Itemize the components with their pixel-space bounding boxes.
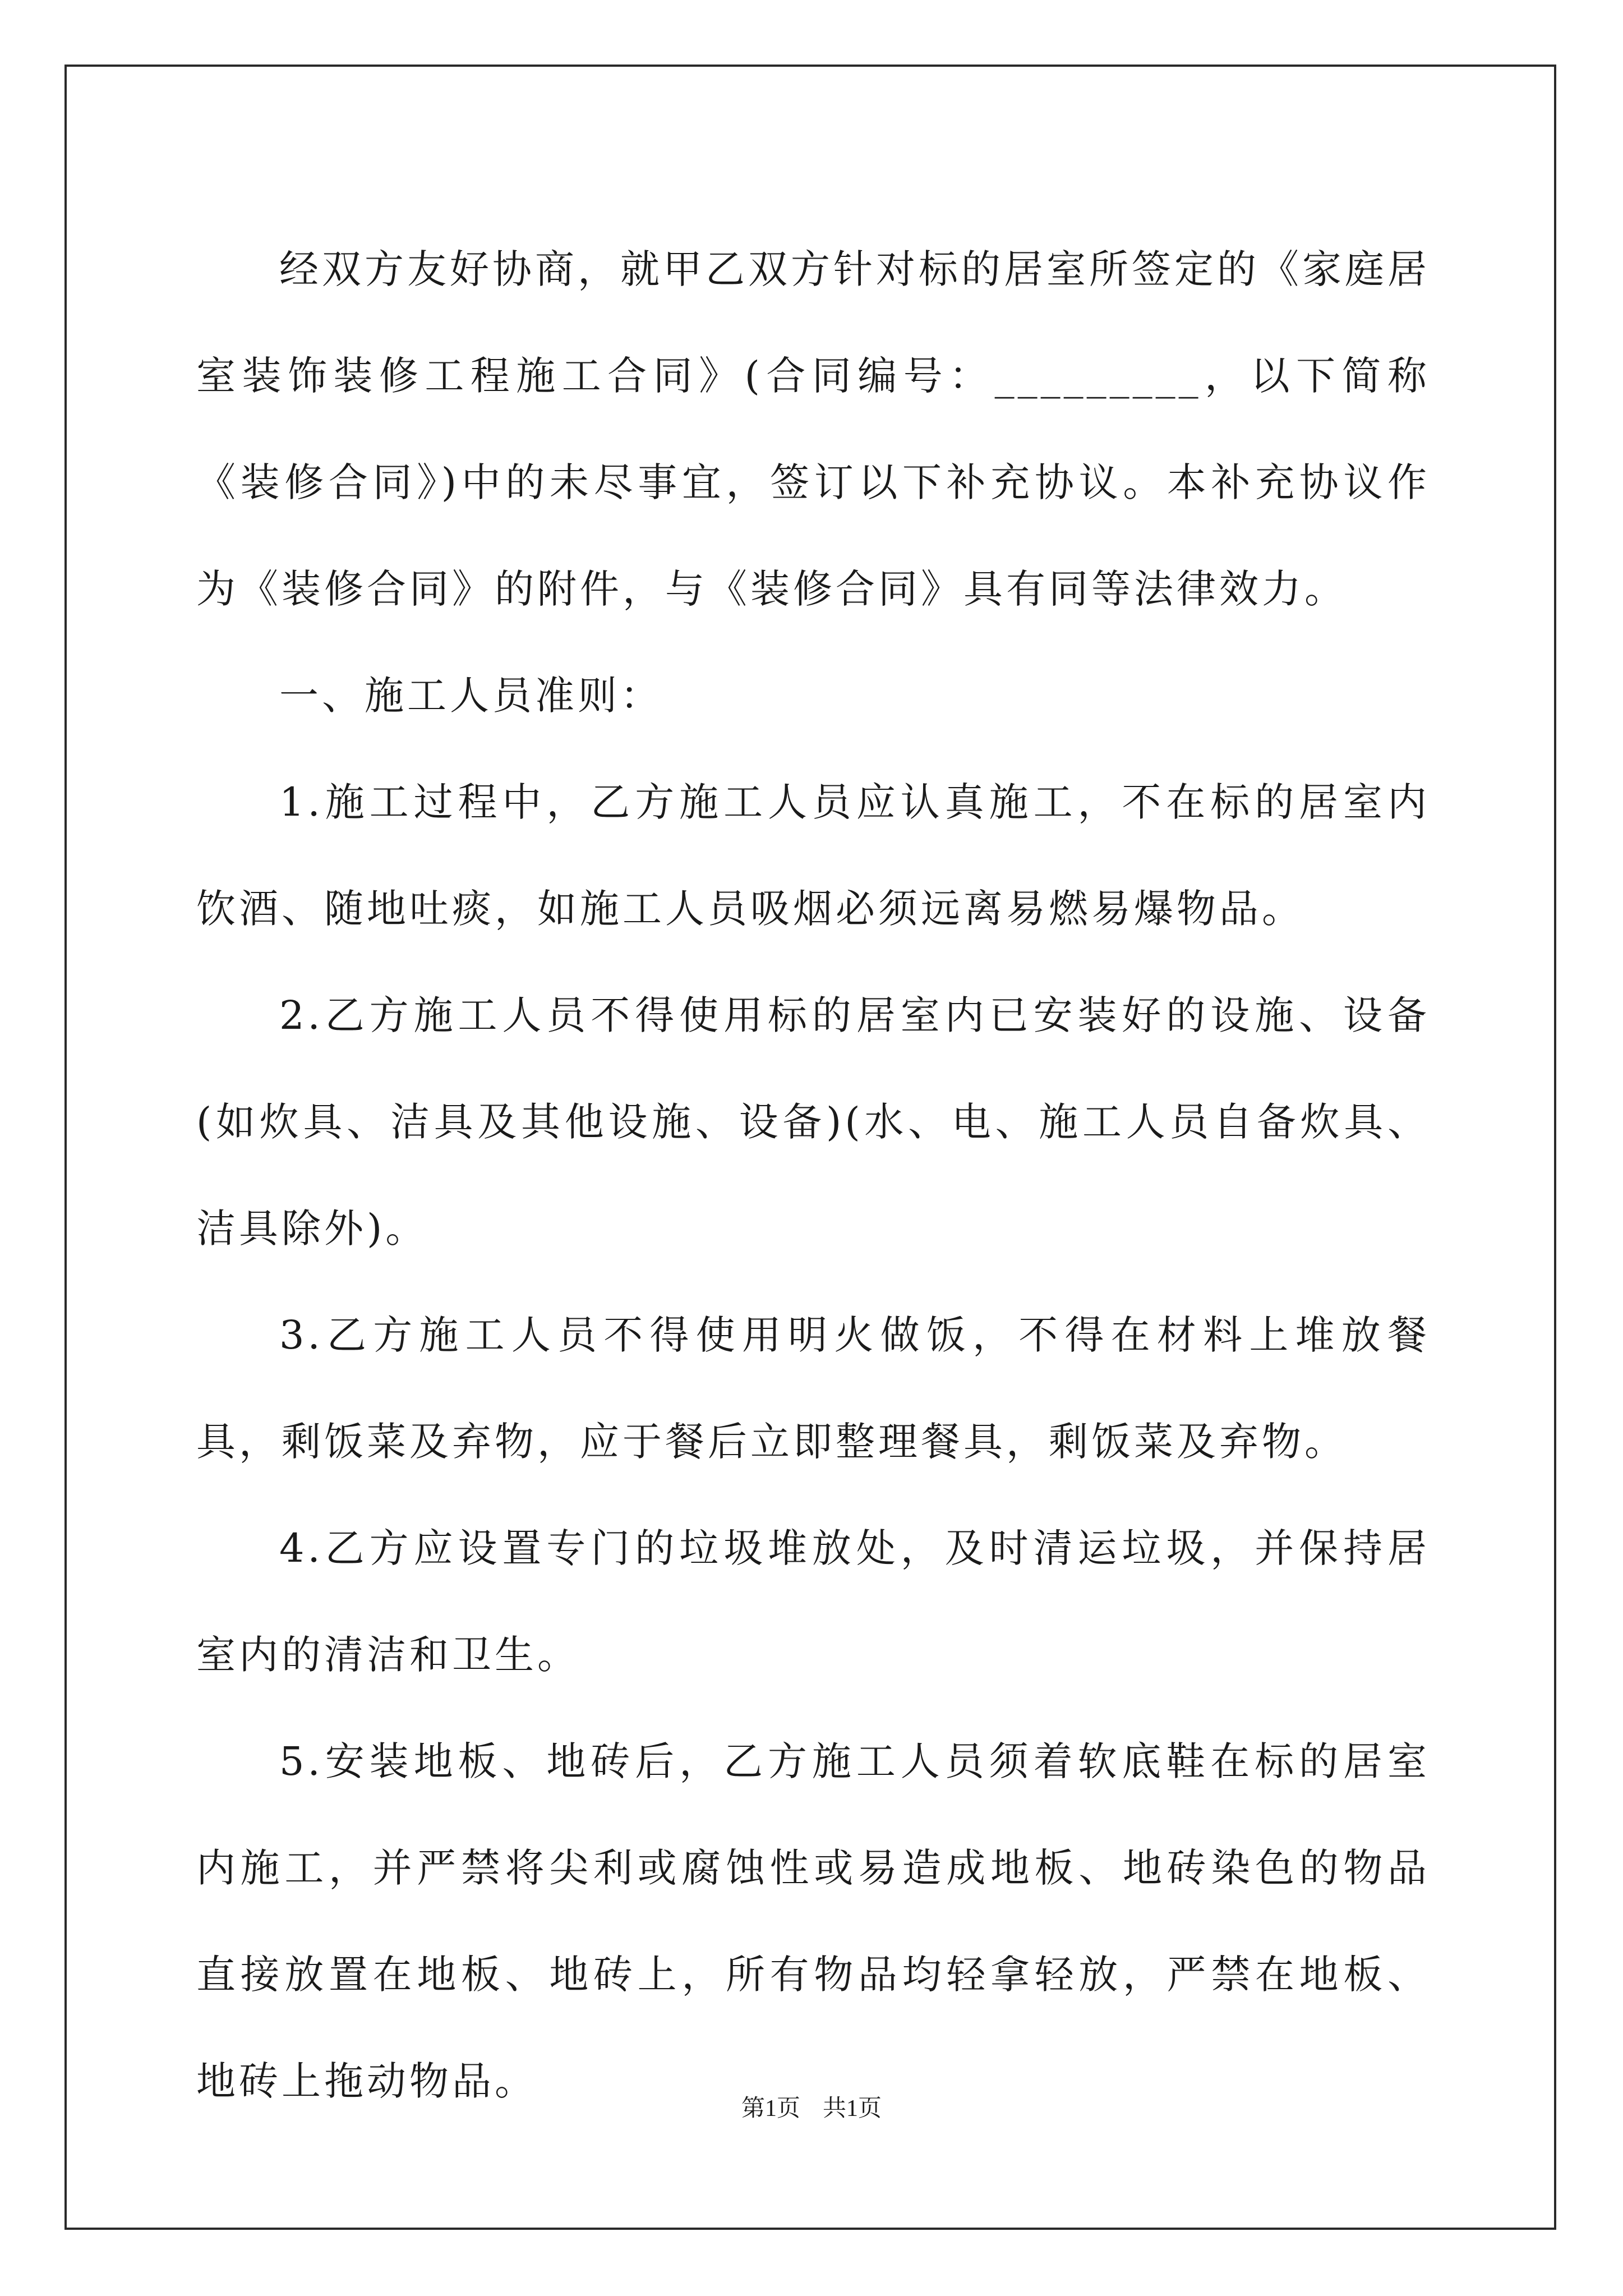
paragraph-rule-1: 1.施工过程中，乙方施工人员应认真施工，不在标的居室内饮酒、随地吐痰，如施工人员吸烟必须远离易燃易爆物品。 bbox=[196, 779, 1430, 932]
page-footer bbox=[0, 2090, 1623, 2123]
paragraph-rule-2: 2.乙方施工人员不得使用标的居室内已安装好的设施、设备(如炊具、洁具及其他设施、设备)(水、电、施工人员自备炊具、洁具除外)。 bbox=[196, 992, 1430, 1251]
paragraph-intro: 经双方友好协商，就甲乙双方针对标的居室所签定的《家庭居室装饰装修工程施工合同》(合同编号：_________，以下简称《装修合同》)中的未尽事宜，签订以下补充协议。本补充协议作为《装修合同》的附件，与《装修合同》具有同等法律效力。 bbox=[196, 246, 1430, 612]
paragraph-rule-4: 4.乙方应设置专门的垃圾堆放处，及时清运垃圾，并保持居室内的清洁和卫生。 bbox=[196, 1525, 1430, 1678]
section-heading-worker-rules: 一、施工人员准则： bbox=[279, 673, 663, 719]
paragraph-rule-3: 3.乙方施工人员不得使用明火做饭，不得在材料上堆放餐具，剩饭菜及弃物，应于餐后立即整理餐具，剩饭菜及弃物。 bbox=[196, 1312, 1430, 1465]
page-total: 共1页 bbox=[823, 2096, 882, 2122]
document-body bbox=[196, 216, 1430, 2134]
paragraph-rule-5: 5.安装地板、地砖后，乙方施工人员须着软底鞋在标的居室内施工，并严禁将尖利或腐蚀性或易造成地板、地砖染色的物品直接放置在地板、地砖上，所有物品均轻拿轻放，严禁在地板、地砖上拖动物品。 bbox=[196, 1738, 1430, 2104]
page-number: 第1页 bbox=[741, 2096, 800, 2122]
